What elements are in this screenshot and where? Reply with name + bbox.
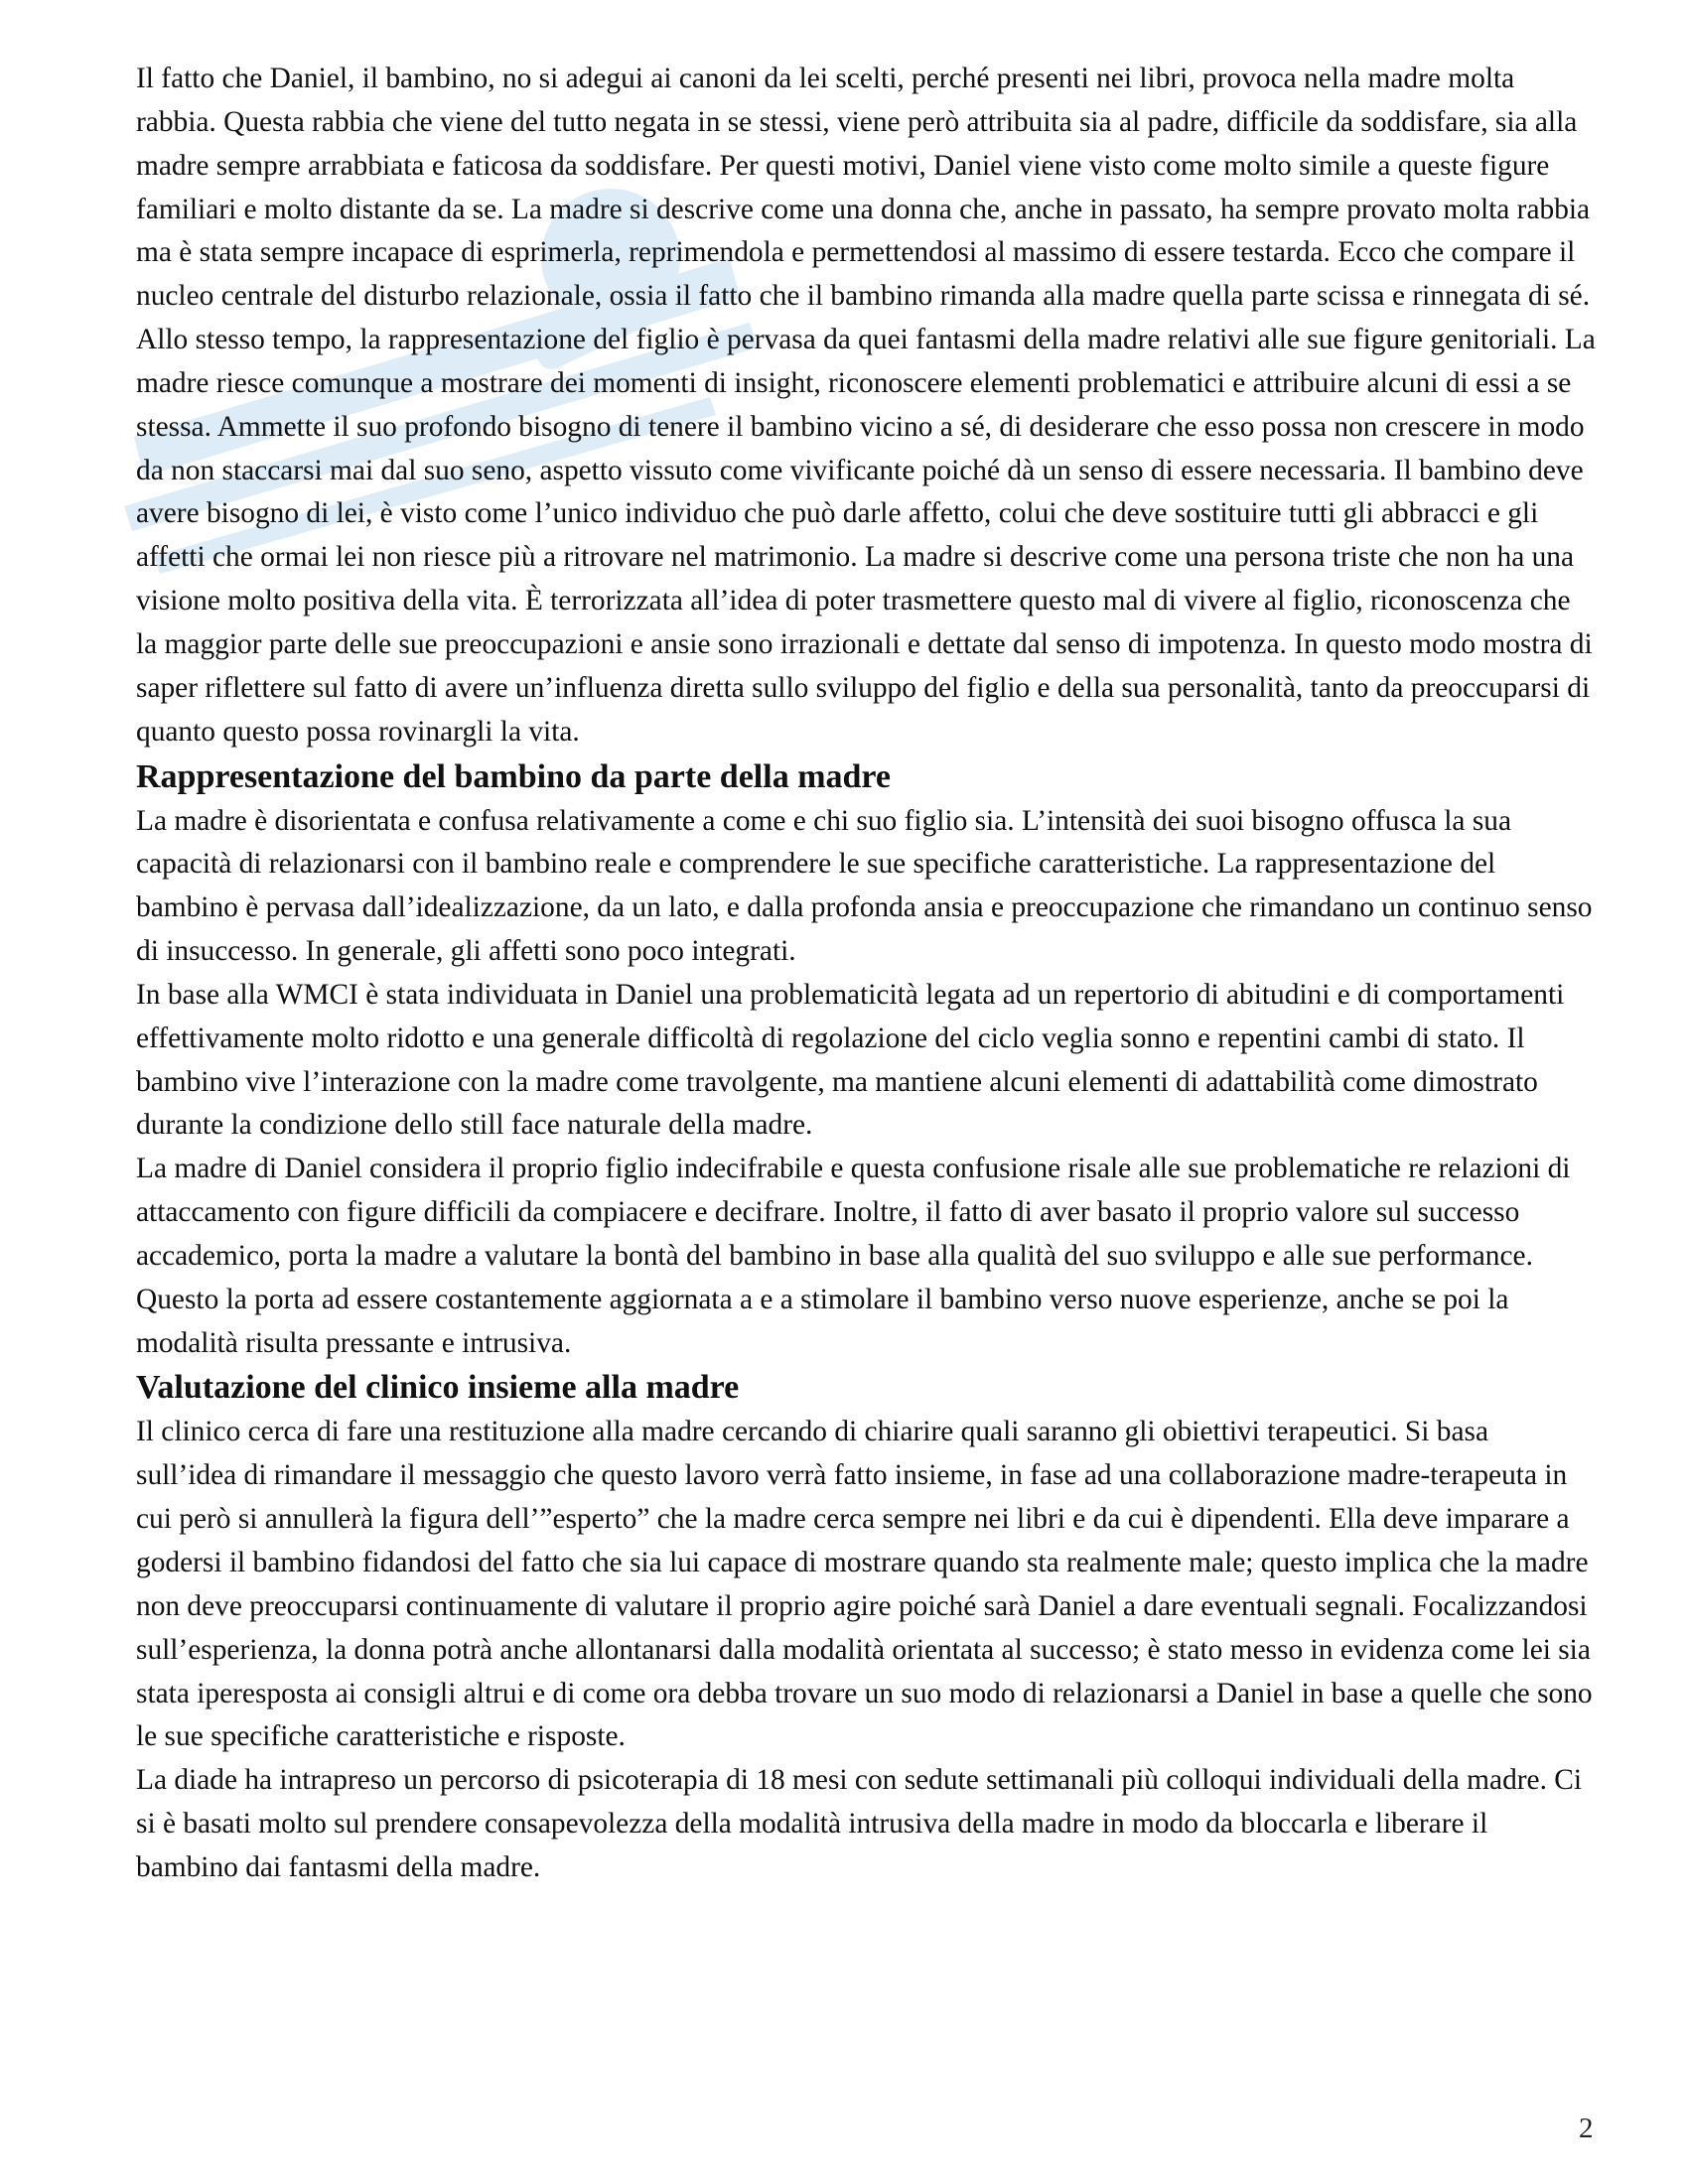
paragraph: Il fatto che Daniel, il bambino, no si adegui ai canoni da lei scelti, perché presenti nei libri, provoca nella madre molta rabbia. Questa rabbia che viene del tutto negata in se stessi, viene però attribuita sia al padre, difficile da soddisfare, sia alla madre sempre arrabbiata e faticosa da soddisfare. Per questi motivi, Daniel viene visto come molto simile a queste figure familiari e molto distante da se. La madre si descrive come una donna che, anche in passato, ha sempre provato molta rabbia ma è stata sempre incapace di esprimerla, reprimendola e permettendosi al massimo di essere testarda. Ecco che compare il nucleo centrale del disturbo relazionale, ossia il fatto che il bambino rimanda alla madre quella parte scissa e rinnegata di sé. Allo stesso tempo, la rappresentazione del figlio è pervasa da quei fantasmi della madre relativi alle sue figure genitoriali. La madre riesce comunque a mostrare dei momenti di insight, riconoscere elementi problematici e attribuire alcuni di essi a se stessa. Ammette il suo profondo bisogno di tenere il bambino vicino a sé, di desiderare che esso possa non crescere in modo da non staccarsi mai dal suo seno, aspetto vissuto come vivificante poiché dà un senso di essere necessaria. Il bambino deve avere bisogno di lei, è visto come l’unico individuo che può darle affetto, colui che deve sostituire tutti gli abbracci e gli affetti che ormai lei non riesce più a ritrovare nel matrimonio. La madre si descrive come una persona triste che non ha una visione molto positiva della vita. È terrorizzata all’idea di poter trasmettere questo mal di vivere al figlio, riconoscenza che la maggior parte delle sue preoccupazioni e ansie sono irrazionali e dettate dal senso di impotenza. In questo modo mostra di saper riflettere sul fatto di avere un’influenza diretta sullo sviluppo del figlio e della sua personalità, tanto da preoccuparsi di quanto questo possa rovinargli la vita.	[136, 63, 1596, 748]
section-clinical-evaluation	[136, 1365, 1596, 1889]
document-body	[136, 58, 1596, 1890]
paragraph: La diade ha intrapreso un percorso di psicoterapia di 18 mesi con sedute settimanali più colloqui individuali della madre. Ci si è basati molto sul prendere consapevolezza della modalità intrusiva della madre in modo da bloccarla e liberare il bambino dai fantasmi della madre.	[136, 1764, 1583, 1883]
section-heading: Rappresentazione del bambino da parte della madre	[136, 757, 891, 795]
section-child-representation	[136, 754, 1596, 1366]
paragraph: La madre di Daniel considera il proprio figlio indecifrabile e questa confusione risale alle sue problematiche re relazioni di attaccamento con figure difficili da compiacere e decifrare. Inoltre, il fatto di aver basato il proprio valore sul successo accademico, porta la madre a valutare la bontà del bambino in base alla qualità del suo sviluppo e alle sue performance. Questo la porta ad essere costantemente aggiornata a e a stimolare il bambino verso nuove esperienze, anche se poi la modalità risulta pressante e intrusiva.	[136, 1153, 1571, 1359]
paragraph: In base alla WMCI è stata individuata in Daniel una problematicità legata ad un repertorio di abitudini e di comportamenti effettivamente molto ridotto e una generale difficoltà di regolazione del ciclo veglia sonno e repentini cambi di stato. Il bambino vive l’interazione con la madre come travolgente, ma mantiene alcuni elementi di adattabilità come dimostrato durante la condizione dello still face naturale della madre.	[136, 978, 1565, 1142]
page-number: 2	[1579, 2113, 1594, 2144]
section-intro	[136, 58, 1596, 754]
section-heading: Valutazione del clinico insieme alla madre	[136, 1369, 740, 1407]
paragraph: La madre è disorientata e confusa relativamente a come e chi suo figlio sia. L’intensità dei suoi bisogno offusca la sua capacità di relazionarsi con il bambino reale e comprendere le sue specifiche caratteristiche. La rappresentazione del bambino è pervasa dall’idealizzazione, da un lato, e dalla profonda ansia e preoccupazione che rimandano un continuo senso di insuccesso. In generale, gli affetti sono poco integrati.	[136, 804, 1593, 968]
paragraph: Il clinico cerca di fare una restituzione alla madre cercando di chiarire quali saranno gli obiettivi terapeutici. Si basa sull’idea di rimandare il messaggio che questo lavoro verrà fatto insieme, in fase ad una collaborazione madre-terapeuta in cui però si annullerà la figura dell’”esperto” che la madre cerca sempre nei libri e da cui è dipendenti. Ella deve imparare a godersi il bambino fidandosi del fatto che sia lui capace di mostrare quando sta realmente male; questo implica che la madre non deve preoccuparsi continuamente di valutare il proprio agire poiché sarà Daniel a dare eventuali segnali. Focalizzandosi sull’esperienza, la donna potrà anche allontanarsi dalla modalità orientata al successo; è stato messo in evidenza come lei sia stata iperesposta ai consigli altrui e di come ora debba trovare un suo modo di relazionarsi a Daniel in base a quelle che sono le sue specifiche caratteristiche e risposte.	[136, 1416, 1593, 1753]
